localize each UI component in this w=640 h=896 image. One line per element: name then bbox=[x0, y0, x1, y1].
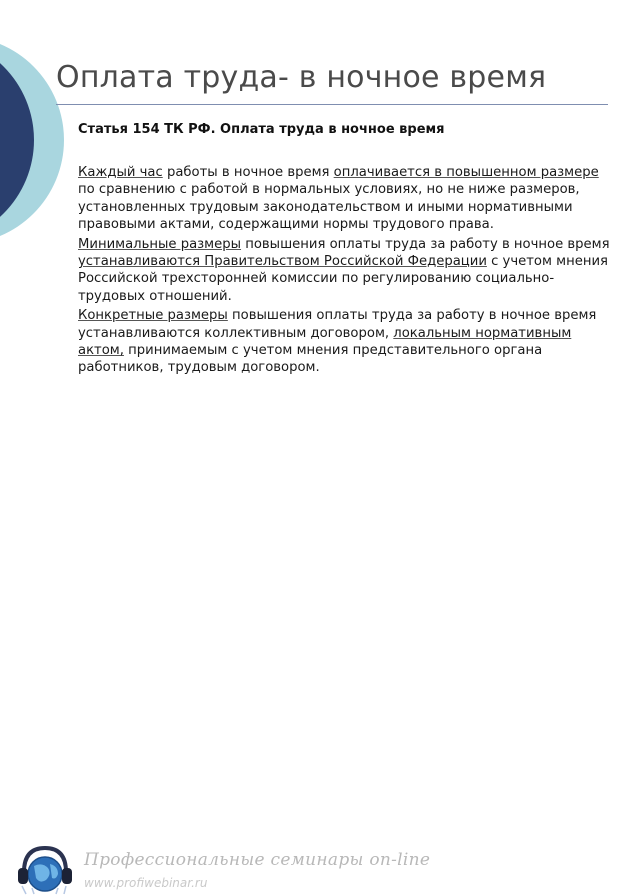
headphones-globe-icon bbox=[14, 844, 76, 896]
underlined-text: Минимальные размеры bbox=[78, 236, 242, 252]
article-paragraph bbox=[78, 307, 618, 377]
slide-title: Оплата труда- в ночное время bbox=[56, 60, 547, 95]
underlined-text: оплачивается в повышенном размере bbox=[333, 165, 599, 180]
paragraph-text: принимаемым с учетом мнения представительного органа работников, трудовым договором. bbox=[78, 343, 543, 376]
footer bbox=[0, 420, 640, 890]
paragraph-text: повышения оплаты труда за работу в ночное время bbox=[241, 236, 610, 252]
article-paragraph bbox=[78, 236, 618, 306]
underlined-text: Конкретные размеры bbox=[78, 308, 228, 324]
paragraph-text: повышения оплаты труда за работу в ночное время устанавливаются коллективным договором, bbox=[78, 308, 597, 341]
article-heading: Статья 154 ТК РФ. Оплата труда в ночное время bbox=[78, 122, 445, 137]
underlined-text: устанавливаются Правительством Российской Федерации bbox=[78, 254, 487, 270]
website-url: www.profiwebinar.ru bbox=[84, 876, 208, 890]
paragraph-text: работы в ночное время bbox=[162, 165, 334, 180]
paragraph-text: по сравнению с работой в нормальных условиях, но не ниже размеров, установленных трудовым законодательством и иными нормативными правовыми актами, содержащими нормы трудового права. bbox=[78, 182, 580, 233]
paragraph-text: с учетом мнения Российской трехсторонней комиссии по регулированию социально-трудовых отношений. bbox=[78, 254, 608, 304]
article-body bbox=[78, 164, 618, 379]
brand-name: Профессиональные семинары on-line bbox=[84, 850, 431, 870]
title-divider bbox=[56, 104, 608, 105]
underlined-text: Каждый час bbox=[78, 165, 163, 180]
article-paragraph bbox=[78, 164, 618, 234]
underlined-text: локальным нормативным актом, bbox=[78, 325, 572, 359]
